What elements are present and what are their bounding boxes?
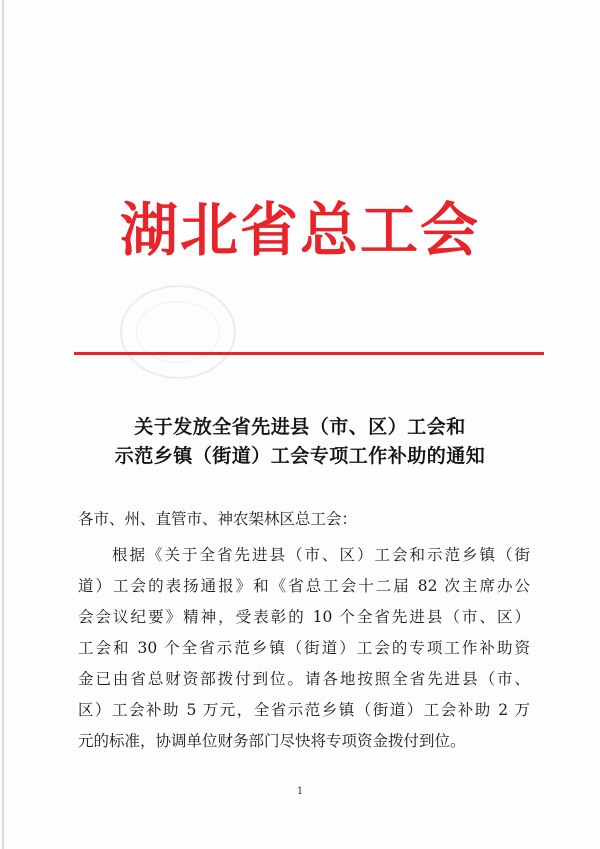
salutation: 各市、州、直管市、神农架林区总工会：: [78, 510, 358, 528]
body-line-7: 元的标准，协调单位财务部门尽快将专项资金拨付到位。: [78, 732, 466, 750]
faded-seal-stamp: [120, 285, 236, 379]
body-line-4: 工会和 30 个全省示范乡镇（街道）工会的专项工作补助资: [78, 639, 530, 657]
body-line-6: 区）工会补助 5 万元，全省示范乡镇（街道）工会补助 2 万: [78, 701, 530, 719]
issuing-organization-header: 湖北省总工会: [119, 196, 480, 264]
document-title-line-1: 关于发放全省先进县（市、区）工会和: [134, 416, 466, 438]
body-line-3: 会会议纪要》精神，受表彰的 10 个全省先进县（市、区）: [78, 608, 530, 626]
body-line-1: 根据《关于全省先进县（市、区）工会和示范乡镇（街: [112, 546, 530, 564]
red-header-divider: [74, 352, 544, 355]
page-number: 1: [296, 786, 304, 797]
document-title-line-2: 示范乡镇（街道）工会专项工作补助的通知: [114, 445, 486, 467]
body-line-5: 金已由省总财资部拨付到位。请各地按照全省先进县（市、: [78, 670, 530, 688]
body-line-2: 道）工会的表扬通报》和《省总工会十二届 82 次主席办公: [78, 577, 530, 595]
